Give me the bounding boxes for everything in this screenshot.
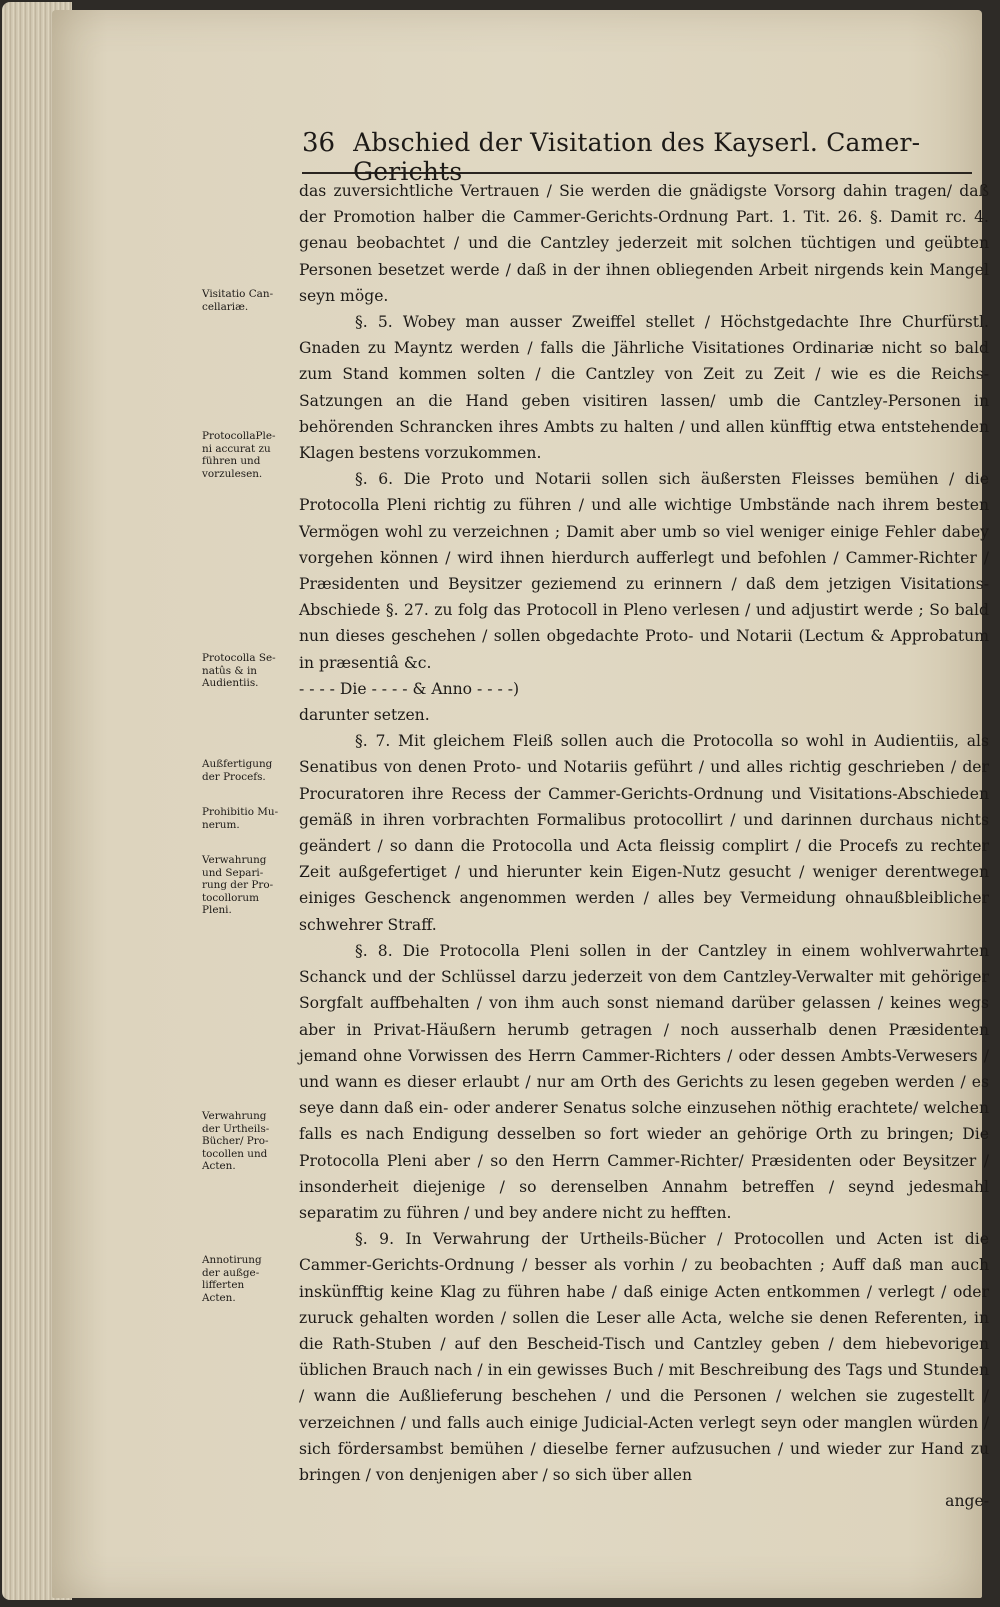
margin-note-line: ProtocollaPle-	[202, 430, 276, 442]
margin-note-line: Verwahrung	[202, 1110, 267, 1122]
paragraph-section-7: §. 7. Mit gleichem Fleiß sollen auch die Protocolla so wohl in Audientiis, als Senatibus von denen Proto- und Notariis geführt / und alles richtig geschrieben / der Procuratoren ihre Recess der Cammer-Gerichts-Ordnung und Visitations-Abschieden gemäß in ihren vorbrachten Formalibus protocollirt / und darinnen durchaus nichts geändert / so dann die Protocolla und Acta fleissig complirt / die Procefs zu rechter Zeit außgefertiget / und hierunter kein Eigen-Nutz gesucht / weniger derentwegen einiges Geschenck angenommen werden / alles bey Vermeidung ohnaußbleiblicher schwehrer Straff.	[299, 732, 989, 934]
page-number: 36	[302, 128, 336, 158]
margin-note-line: Acten.	[202, 1291, 236, 1304]
margin-note-line: cellariæ.	[202, 300, 249, 313]
margin-note-line: der Procefs.	[202, 770, 266, 783]
margin-note-line: Außfertigung	[202, 758, 273, 770]
margin-note-line: rung der Pro-	[202, 879, 274, 892]
margin-note-protocolla-senatus	[202, 652, 297, 690]
book-page	[52, 10, 989, 1598]
body-text	[299, 178, 989, 1514]
margin-note-line: Acten.	[202, 1160, 236, 1173]
margin-note-line: Audientiis.	[202, 677, 259, 690]
attestation-formula: - - - - Die - - - - & Anno - - - -)	[299, 679, 520, 698]
margin-note-line: Visitatio Can-	[202, 288, 274, 300]
running-title: Abschied der Visitation des Kayserl. Camer-Gerichts	[353, 128, 921, 186]
margin-note-line: vorzulesen.	[202, 467, 263, 480]
margin-note-line: führen und	[202, 455, 261, 468]
margin-note-line: Bücher/ Pro-	[202, 1135, 269, 1148]
margin-note-protocolla-pleni	[202, 430, 297, 480]
paragraph-continuation: das zuversichtliche Vertrauen / Sie werden die gnädigste Vorsorg dahin tragen/ daß der Promotion halber die Cammer-Gerichts-Ordnung Part. 1. Tit. 26. §. Damit rc. 4. genau beobachtet / und die Cantzley jederzeit mit solchen tüchtigen und geübten Personen besetzet werde / daß in der ihnen obliegenden Arbeit nirgends kein Mangel seyn möge.	[299, 182, 989, 305]
running-head	[302, 128, 972, 186]
margin-note-line: natûs & in	[202, 664, 257, 677]
margin-note-verwahrung-pleni	[202, 854, 297, 917]
catchword: ange-	[945, 1492, 989, 1511]
margin-note-line: lifferten	[202, 1279, 245, 1292]
margin-note-line: der außge-	[202, 1266, 260, 1279]
margin-note-line: Protocolla Se-	[202, 652, 276, 664]
margin-note-visitatio	[202, 288, 297, 313]
margin-note-line: nerum.	[202, 818, 240, 831]
paragraph-section-6: §. 6. Die Proto und Notarii sollen sich äußersten Fleisses bemühen / die Protocolla Pleni richtig zu führen / und alle wichtige Umbstände nach ihrem besten Vermögen wohl zu verzeichnen ; Damit aber umb so viel weniger einige Fehler dabey vorgehen können / wird ihnen hierdurch aufferlegt und befohlen / Cammer-Richter / Præsidenten und Beysitzer geziemend zu erinnern / daß dem jetzigen Visitations-Abschiede §. 27. zu folg das Protocoll in Pleno verlesen / und adjustirt werde ; So bald nun dieses geschehen / sollen obgedachte Proto- und Notarii (Lectum & Approbatum in præsentiâ &c.	[299, 470, 989, 672]
margin-note-line: der Urtheils-	[202, 1122, 270, 1135]
margin-note-line: und Separi-	[202, 866, 264, 879]
margin-note-line: Verwahrung	[202, 854, 267, 866]
paragraph-section-5: §. 5. Wobey man ausser Zweiffel stellet / Höchstgedachte Ihre Churfürstl. Gnaden zu Mayntz werden / falls die Jährliche Visitationes Ordinariæ nicht so bald zum Stand kommen solten / die Cantzley von Zeit zu Zeit / wie es die Reichs-Satzungen an die Hand geben visitiren lassen/ umb die Cantzley-Personen in behörenden Schrancken ihres Ambts zu halten / und allen künfftig etwa entstehenden Klagen bestens vorzukommen.	[299, 313, 989, 463]
paragraph-section-8: §. 8. Die Protocolla Pleni sollen in der Cantzley in einem wohlverwahrten Schanck und der Schlüssel darzu jederzeit von dem Cantzley-Verwalter mit gehöriger Sorgfalt auffbehalten / von ihm auch sonst niemand darüber gelassen / keines wegs aber in Privat-Häußern herumb getragen / noch ausserhalb denen Præsidenten jemand ohne Vorwissen des Herrn Cammer-Richters / oder dessen Ambts-Verwesers / und wann es dieser erlaubt / nur am Orth des Gerichts zu lesen gegeben werden / es seye dann daß ein- oder anderer Senatus solche einzusehen nöthig erachtete/ welchen falls es nach Endigung desselben so fort wieder an gehörige Orth zu bringen; Die Protocolla Pleni aber / so den Herrn Cammer-Richter/ Præsidenten oder Beysitzer / insonderheit diejenige / so derenselben Annahm betreffen / seynd jedesmahl separatim zu führen / und bey andere nicht zu hefften.	[299, 941, 989, 1222]
margin-note-annotirung	[202, 1254, 297, 1304]
margin-note-line: Annotirung	[202, 1254, 262, 1266]
margin-note-line: ni accurat zu	[202, 442, 271, 455]
margin-note-line: tocollen und	[202, 1147, 268, 1160]
margin-note-line: Pleni.	[202, 904, 232, 917]
margin-note-verwahrung-urtheils	[202, 1110, 297, 1173]
margin-note-line: Prohibitio Mu-	[202, 806, 279, 818]
paragraph-section-9: §. 9. In Verwahrung der Urtheils-Bücher / Protocollen und Acten ist die Cammer-Gerichts-Ordnung / besser als vorhin / zu beobachten ; Auff daß man auch inskünfftig keine Klag zu führen habe / daß einige Acten entkommen / verlegt / oder zuruck gehalten worden / sollen die Leser alle Acta, welche sie denen Referenten, in die Rath-Stuben / auf den Bescheid-Tisch und Cantzley geben / dem hiebevorigen üblichen Brauch nach / in ein gewisses Buch / mit Beschreibung des Tags und Stunden / wann die Außlieferung beschehen / und die Personen / welchen sie zugestellt / verzeichnen / und falls auch einige Judicial-Acten verlegt seyn oder manglen würden / sich fördersambst bemühen / dieselbe ferner aufzusuchen / und wieder zur Hand zu bringen / von denjenigen aber / so sich über allen	[299, 1230, 989, 1484]
margin-note-prohibitio	[202, 806, 297, 831]
paragraph-section-6-end: darunter setzen.	[299, 706, 430, 725]
margin-note-line: tocollorum	[202, 891, 259, 904]
margin-note-ausfertigung	[202, 758, 297, 783]
